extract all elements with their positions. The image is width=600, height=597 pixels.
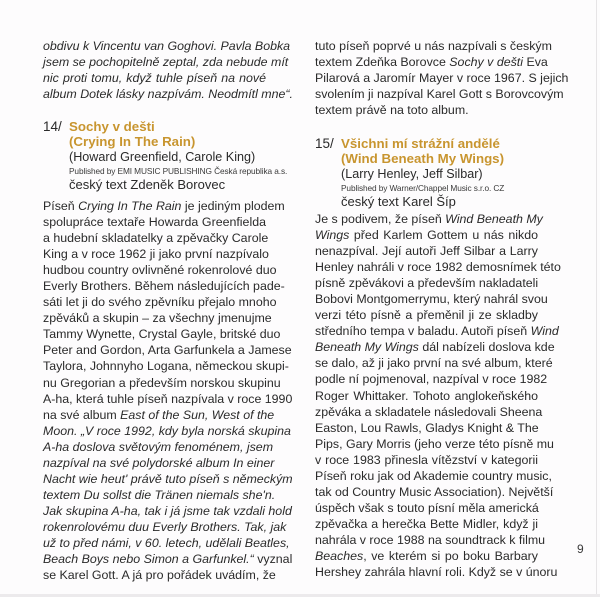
italic-text: nazpíval na své polydorské album In einer (43, 455, 275, 470)
text-segment: je jediným plodem (181, 199, 285, 213)
text-segment: Easton, Lou Rawls, Gladys Knight & The (315, 420, 539, 435)
track-number: 15/ (315, 136, 334, 151)
italic-text: Beach Boys nebo Simon a Garfunkel.“ (43, 552, 254, 567)
text-segment: textem Zdeňka Borovce (315, 55, 450, 70)
italic-text: Beaches (315, 548, 364, 563)
text-line (315, 371, 548, 387)
track-authors: (Larry Henley, Jeff Silbar) (341, 167, 483, 181)
text-segment: Bobovi Montgomerrymu, který nahrál svou (315, 292, 548, 307)
text-segment: podle ní pojmenoval, nazpíval v roce 1982 (315, 372, 548, 387)
track-14-header (43, 119, 288, 193)
italic-text: textem Du sollst die Tränen niemals she'n. (43, 487, 276, 502)
italic-text: Wind (530, 324, 559, 339)
text-line (315, 70, 569, 86)
track-title: Sochy v dešti (69, 119, 155, 134)
text-segment: zpěváka a skladatele následovali Sheena (315, 404, 543, 419)
text-line (43, 471, 293, 487)
text-segment: vyznal (253, 552, 293, 567)
italic-text: A-ha doslova světovým fenoménem, jsem (43, 439, 274, 454)
text-line (315, 420, 538, 436)
text-segment: Pilarová a Jaromír Mayer v roce 1967. S jejich (315, 71, 569, 86)
text-segment: nu Gregorian a především norskou skupinu (43, 375, 281, 390)
track-lyricist: český text Karel Šíp (341, 194, 456, 209)
italic-text: Nacht wie heut' právě tuto píseň s německým (43, 471, 293, 486)
text-segment: zpěvačka a herečka Bette Midler, když ji (315, 516, 538, 531)
italic-text: Beneath My Wings (315, 340, 419, 355)
text-segment: a hudební skladatelky a zpěvačky Carole (43, 231, 269, 246)
text-line (315, 436, 554, 452)
text-line (43, 262, 277, 278)
text-segment: dál nabízeli doslova kde (418, 340, 555, 355)
right-column-intro (315, 38, 569, 118)
text-segment: úspěch však s touto písní měla americká (315, 500, 539, 515)
italic-text: už to před námi, v 60. letech, udělali Beatles, (43, 535, 290, 550)
text-line (315, 564, 558, 580)
text-line (315, 227, 538, 243)
text-line (43, 358, 289, 374)
description-paragraph (43, 198, 293, 583)
text-line (43, 70, 266, 86)
text-segment: Taylora, Johnnyho Logana, německou skupi- (43, 359, 289, 374)
text-segment: v roce 1983 přinesla vítězství v kategorii (315, 452, 538, 467)
text-segment: středního tempa v baladu. Autoři píseň (315, 324, 531, 339)
text-line (43, 423, 291, 439)
text-line (43, 54, 289, 70)
text-segment: Tammy Wynette, Crystal Gayle, britské duo (43, 327, 281, 342)
text-line (43, 230, 269, 246)
track-15-header (315, 136, 575, 210)
text-line (315, 532, 546, 548)
intro-paragraph (43, 38, 293, 102)
italic-text: East of the Sun, West of the (120, 407, 275, 422)
text-line (43, 455, 275, 471)
text-line (315, 307, 538, 323)
text-line (315, 516, 538, 532)
text-segment: Píseň roku jak od Akademie country music, (315, 468, 552, 483)
text-segment: se dalo, až ji jako první na své album, které (315, 356, 553, 371)
text-line (315, 468, 552, 484)
text-segment: Everly Brothers. Během následujících pade- (43, 279, 285, 294)
text-line (43, 278, 285, 294)
text-line (315, 355, 553, 371)
italic-text: Wind Beneath My (445, 212, 543, 226)
track-publisher: Published by Warner/Chappel Music s.r.o. CZ (341, 183, 505, 193)
text-line (43, 535, 290, 551)
text-line (43, 198, 285, 214)
text-line (43, 310, 272, 326)
text-segment: na své album (43, 407, 121, 422)
text-line (315, 404, 543, 420)
text-segment: , ve kterém si po boku Barbary (363, 548, 538, 563)
text-segment: Píseň (43, 199, 79, 213)
text-segment: tuto píseň poprvé u nás nazpívali s českým (315, 39, 552, 53)
text-line (315, 323, 559, 339)
text-segment: sáti let ji do svého zpěvníku přejalo mnoho (43, 295, 277, 310)
text-line (43, 375, 281, 391)
italic-text: Crying In The Rain (78, 199, 182, 213)
text-line (315, 259, 561, 275)
italic-text: obdivu k Vincentu van Goghovi. Pavla Bobka (43, 39, 291, 53)
text-line (43, 487, 276, 503)
text-line (43, 342, 292, 358)
text-line (43, 439, 274, 455)
text-segment: Pips, Gary Morris (jeho verze této písně mu (315, 436, 554, 451)
text-line (43, 86, 293, 102)
text-segment: Eva (523, 55, 548, 70)
text-segment: Hershey zahrála hlavní roli. Když se v únoru (315, 565, 558, 580)
text-line (315, 211, 543, 227)
track-number: 14/ (43, 119, 62, 134)
italic-text: Moon. „V roce 1992, kdy byla norská skupina (43, 423, 291, 438)
text-line (43, 551, 293, 567)
text-segment: King a v roce 1962 ji jako první nazpívalo (43, 247, 269, 262)
track-publisher: Published by EMI MUSIC PUBLISHING Česká republika a.s. (69, 166, 288, 176)
track-14-description (43, 198, 293, 583)
text-segment: nahrála v roce 1988 na soundtrack k filmu (315, 532, 546, 547)
italic-text: Jak skupina A-ha, tak i já jsme tak vzdali hold (43, 503, 292, 518)
track-lyricist: český text Zdeněk Borovec (69, 177, 226, 192)
text-segment: Peter and Gordon, Arta Garfunkela a Jamese (43, 343, 292, 358)
text-line (315, 291, 548, 307)
track-original-title: (Wind Beneath My Wings) (341, 151, 505, 166)
italic-text: Sochy v dešti (449, 55, 523, 70)
italic-text: nic proti tomu, když tuhle píseň na nové (43, 71, 266, 86)
text-line (315, 102, 538, 118)
text-line (315, 54, 548, 70)
text-line (43, 214, 266, 230)
text-segment: tak od Country Music Association). Největší (315, 484, 554, 499)
text-line (315, 86, 564, 102)
text-segment: spolupráce textaře Howarda Greenfielda (43, 215, 266, 230)
italic-text: Wings (315, 228, 350, 243)
left-column-intro (43, 38, 293, 102)
text-line (43, 407, 275, 423)
text-line (43, 391, 293, 407)
text-line (315, 339, 555, 355)
text-segment: Je s podivem, že píseň (315, 212, 446, 226)
text-segment: svolením ji nazpíval Karel Gott s Borovcovým (315, 87, 564, 102)
text-line (43, 326, 281, 342)
text-segment: hudbou country ovlivněné rokenrolové duo (43, 263, 277, 278)
italic-text: jsem se pochopitelně zeptal, zda nebude mít (43, 55, 289, 70)
text-segment: textem právě na toto album. (315, 103, 469, 118)
text-segment: před Karlem Gottem u nás nikdo (349, 228, 538, 243)
track-15-description (315, 211, 561, 580)
track-title: Všichni mí strážní andělé (341, 136, 500, 151)
track-original-title: (Crying In The Rain) (69, 134, 196, 149)
italic-text: rokenrolovému duu Everly Brothers. Tak, jak (43, 519, 287, 534)
text-line (43, 38, 291, 54)
text-segment: A-ha, která tuhle píseň nazpívala v roce 1990 (43, 391, 293, 406)
intro-paragraph (315, 38, 569, 118)
text-line (43, 503, 292, 519)
track-authors: (Howard Greenfield, Carole King) (69, 150, 256, 164)
description-paragraph (315, 211, 561, 580)
italic-text: album Dotek lásky nazpívám. Neodmítl mne“. (43, 87, 293, 102)
text-line (43, 294, 277, 310)
text-segment: se Karel Gott. A já pro pořádek uvádím, že (43, 568, 276, 583)
text-line (43, 246, 269, 262)
text-segment: Henley nahráli v roce 1982 demosnímek této (315, 260, 561, 275)
page-edge-line (596, 0, 597, 597)
text-line (315, 548, 538, 564)
text-segment: zpěváků a skupin – za všechny jmenujme (43, 311, 272, 326)
text-segment: verzi této písně a přeměnil ji ze skladby (315, 308, 538, 323)
text-line (315, 484, 554, 500)
text-line (315, 275, 538, 291)
text-line (43, 519, 287, 535)
text-line (315, 243, 538, 259)
text-line (315, 452, 538, 468)
text-segment: Roger Whittaker. Tohoto anglokeňského (315, 388, 538, 403)
text-line (315, 388, 538, 404)
text-segment: nenazpíval. Její autoři Jeff Silbar a Larry (315, 244, 538, 259)
page-number: 9 (577, 542, 584, 556)
text-line (315, 38, 552, 54)
text-segment: písně zpěvákovi a především nakladateli (315, 276, 539, 291)
text-line (315, 500, 538, 516)
text-line (43, 567, 276, 583)
